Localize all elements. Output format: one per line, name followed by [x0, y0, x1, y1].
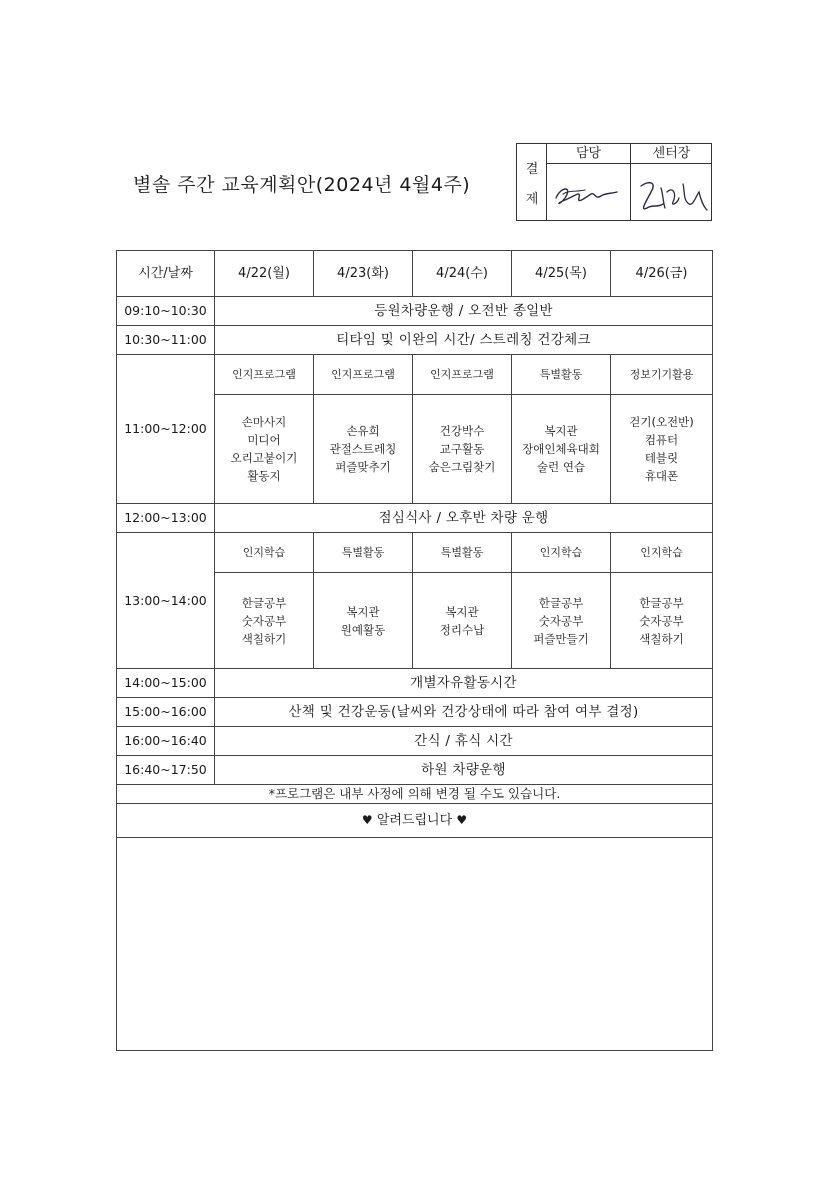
detail-line: 건강박수 — [439, 424, 485, 438]
row-teatime — [117, 326, 713, 355]
activity-cell: 하원 차량운행 — [215, 756, 713, 785]
heart-icon: ♥ — [361, 813, 373, 827]
time-cell: 12:00~13:00 — [117, 504, 215, 533]
approval-box — [516, 143, 712, 221]
detail-line: 복지관 — [445, 604, 479, 619]
detail-line: 활동지 — [247, 469, 281, 483]
detail-line: 숫자공부 — [538, 613, 584, 628]
detail-line: 퍼즐만들기 — [533, 631, 589, 646]
detail-line: 손유희 — [346, 424, 380, 438]
program-detail — [314, 573, 413, 669]
header-time: 시간/날짜 — [117, 251, 215, 297]
program-detail — [215, 395, 314, 504]
program-detail — [611, 573, 713, 669]
detail-line: 컴퓨터 — [644, 433, 679, 447]
detail-line: 숨은그림찾기 — [428, 460, 496, 474]
time-cell: 16:00~16:40 — [117, 727, 215, 756]
time-cell: 16:40~17:50 — [117, 756, 215, 785]
notice-heading — [117, 804, 713, 838]
row-notice-body — [117, 838, 713, 1051]
row-pm-program-labels — [117, 533, 713, 573]
program-detail — [512, 573, 611, 669]
detail-line: 미디어 — [247, 433, 281, 447]
detail-line: 휴대폰 — [644, 469, 679, 483]
activity-cell: 간식 / 휴식 시간 — [215, 727, 713, 756]
detail-line: 원예활동 — [340, 622, 386, 637]
program-label: 인지학습 — [611, 533, 713, 573]
row-departure-bus — [117, 756, 713, 785]
program-detail — [611, 395, 713, 504]
detail-line: 장애인체육대회 — [522, 442, 600, 456]
weekly-plan-table — [116, 250, 713, 1051]
program-detail — [413, 395, 512, 504]
detail-line: 테블릿 — [644, 451, 679, 465]
detail-line: 정리수납 — [439, 622, 485, 637]
detail-line: 손마사지 — [241, 415, 287, 429]
header-mon: 4/22(월) — [215, 251, 314, 297]
program-label: 특별활동 — [413, 533, 512, 573]
detail-line: 한글공부 — [538, 595, 584, 610]
approval-label-column — [517, 144, 547, 220]
row-note — [117, 785, 713, 804]
approval-divider — [630, 144, 631, 220]
time-cell: 09:10~10:30 — [117, 297, 215, 326]
activity-cell: 개별자유활동시간 — [215, 669, 713, 698]
detail-line: 교구활동 — [439, 442, 485, 456]
program-label: 특별활동 — [314, 533, 413, 573]
row-morning-bus — [117, 297, 713, 326]
program-label: 정보기기활용 — [611, 355, 713, 395]
row-walk-exercise — [117, 698, 713, 727]
row-snack — [117, 727, 713, 756]
activity-cell: 산책 및 건강운동(날씨와 건강상태에 따라 참여 여부 결정) — [215, 698, 713, 727]
program-detail — [413, 573, 512, 669]
time-cell: 11:00~12:00 — [117, 355, 215, 504]
detail-line: 복지관 — [544, 424, 578, 438]
detail-line: 술런 연습 — [536, 460, 586, 474]
row-lunch — [117, 504, 713, 533]
page-title: 별솔 주간 교육계획안(2024년 4월4주) — [133, 174, 471, 196]
program-label: 특별활동 — [512, 355, 611, 395]
signature-staff — [551, 164, 627, 221]
program-label: 인지학습 — [512, 533, 611, 573]
program-detail — [314, 395, 413, 504]
approval-role-staff: 담당 — [547, 144, 630, 164]
row-notice-header — [117, 804, 713, 838]
detail-line: 퍼즐맞추기 — [335, 460, 391, 474]
header-tue: 4/23(화) — [314, 251, 413, 297]
notice-title: 알려드립니다 — [376, 813, 453, 828]
time-cell: 10:30~11:00 — [117, 326, 215, 355]
header-wed: 4/24(수) — [413, 251, 512, 297]
detail-line: 관절스트레칭 — [329, 442, 397, 456]
detail-line: 복지관 — [346, 604, 380, 619]
heart-icon: ♥ — [456, 813, 468, 827]
approval-label-bottom: 제 — [525, 192, 539, 207]
row-am-program-labels — [117, 355, 713, 395]
header-thu: 4/25(목) — [512, 251, 611, 297]
approval-label-top: 결 — [525, 162, 539, 177]
program-label: 인지학습 — [215, 533, 314, 573]
header-fri: 4/26(금) — [611, 251, 713, 297]
program-label: 인지프로그램 — [215, 355, 314, 395]
time-cell: 14:00~15:00 — [117, 669, 215, 698]
detail-line: 한글공부 — [241, 595, 287, 610]
header-row — [117, 251, 713, 297]
signature-director — [633, 164, 711, 221]
program-label: 인지프로그램 — [314, 355, 413, 395]
time-cell: 15:00~16:00 — [117, 698, 215, 727]
detail-line: 걷기(오전반) — [629, 415, 694, 429]
detail-line: 한글공부 — [639, 595, 684, 610]
program-detail — [512, 395, 611, 504]
detail-line: 숫자공부 — [241, 613, 287, 628]
activity-cell: 등원차량운행 / 오전반 종일반 — [215, 297, 713, 326]
detail-line: 숫자공부 — [639, 613, 684, 628]
program-detail — [215, 573, 314, 669]
detail-line: 색칠하기 — [639, 631, 684, 646]
approval-role-director: 센터장 — [631, 144, 712, 164]
time-cell: 13:00~14:00 — [117, 533, 215, 669]
detail-line: 색칠하기 — [241, 631, 287, 646]
change-note: *프로그램은 내부 사정에 의해 변경 될 수도 있습니다. — [117, 785, 713, 804]
notice-body — [117, 838, 713, 1051]
row-free-activity — [117, 669, 713, 698]
program-label: 인지프로그램 — [413, 355, 512, 395]
detail-line: 오리고붙이기 — [230, 451, 298, 465]
activity-cell: 점심식사 / 오후반 차량 운행 — [215, 504, 713, 533]
activity-cell: 티타임 및 이완의 시간/ 스트레칭 건강체크 — [215, 326, 713, 355]
